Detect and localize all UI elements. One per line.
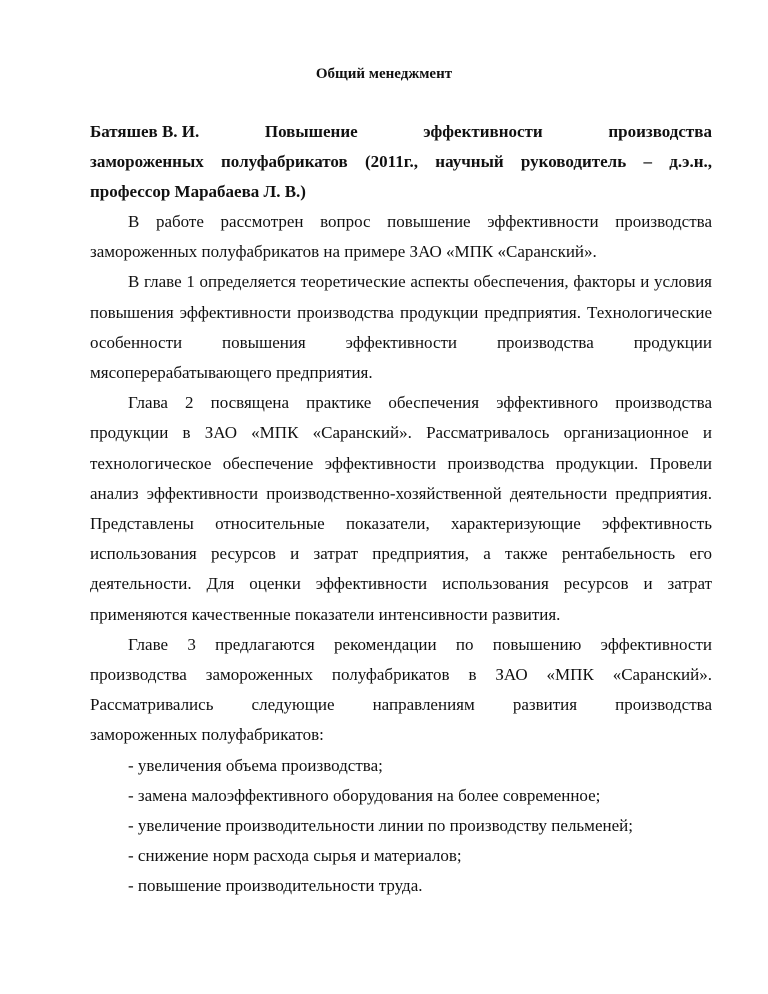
list-item: - увеличение производительности линии по производству пельменей; [128,816,633,836]
thesis-header-line [90,117,712,147]
list-item: - увеличения объема производства; [128,755,383,775]
thesis-title-word: Повышение [264,122,358,141]
list-item: - замена малоэффективного оборудования на более современное; [128,785,601,805]
thesis-header [90,117,712,208]
paragraph-chapter-3: Главе 3 предлагаются рекомендации по повышению эффективности производства замороженных полуфабрикатов в ЗАО «МПК «Саранский». Рассматривались следующие направлениям развития производства [90,634,712,715]
thesis-title-word: эффективности [423,122,543,141]
paragraph-chapter-3-end: замороженных полуфабрикатов: [90,725,324,745]
author-name: Батяшев В. И. [90,122,200,141]
thesis-body [90,207,712,902]
recommendation-list [90,751,712,902]
paragraph-chapter-2: Глава 2 посвящена практике обеспечения эффективного производства продукции в ЗАО «МПК «Саранский». Рассматривалось организационное и технологическое обеспечение эффективности производства продукции. Провели анализ эффективности производственно-хозяйственной деятельности предприятия. Представлены относительные показатели, характеризующие эффективность использования ресурсов и затрат предприятия, а также рентабельность его деятельности. Для оценки эффективности использования ресурсов и затрат применяются качественные показатели интенсивности развития. [90,393,712,624]
thesis-title-continued: замороженных полуфабрикатов (2011г., научный руководитель – д.э.н., профессор Марабаева Л. В.) [90,152,712,202]
paragraph-chapter-1: В главе 1 определяется теоретические аспекты обеспечения, факторы и условия повышения эффективности производства продукции предприятия. Технологические особенности повышения эффективности производства продукции мясоперерабатывающего предприятия. [90,272,712,383]
list-item: - повышение производительности труда. [128,876,423,896]
paragraph-intro: В работе рассмотрен вопрос повышение эффективности производства замороженных полуфабрикатов на примере ЗАО «МПК «Саранский». [90,212,712,262]
thesis-title-word: производства [608,122,712,141]
list-item: - снижение норм расхода сырья и материалов; [128,846,462,866]
section-title: Общий менеджмент [315,66,453,82]
